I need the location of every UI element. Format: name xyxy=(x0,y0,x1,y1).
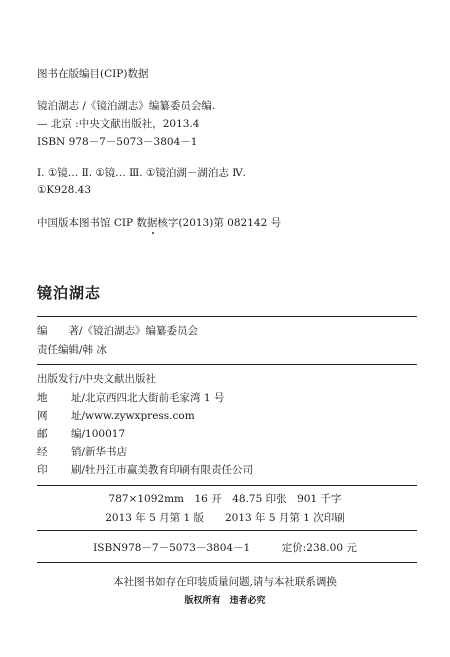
distributor-line xyxy=(37,446,127,458)
rights-notice: 版权所有 违者必究 xyxy=(184,596,266,606)
book-title: 镜泊湖志 xyxy=(37,284,102,302)
website-line xyxy=(37,410,195,422)
website-label: 网 xyxy=(37,410,48,422)
address-value: 址/北京西四北大街前毛家湾 1 号 xyxy=(71,392,225,404)
print-speck xyxy=(152,232,154,234)
postcode-line xyxy=(37,428,125,440)
divider-specs-bottom xyxy=(37,562,417,563)
isbn-price: ISBN978－7－5073－3804－1 定价:238.00 元 xyxy=(93,542,357,554)
divider-middle xyxy=(37,364,417,365)
cip-verification-line: 中国版本图书馆 CIP 数据核字(2013)第 082142 号 xyxy=(37,217,282,229)
cip-heading: 图书在版编目(CIP)数据 xyxy=(37,68,149,80)
editor-line: 编 著/《镜泊湖志》编纂委员会 xyxy=(37,325,199,337)
distributor-value: 销/新华书店 xyxy=(71,446,128,458)
address-label: 地 xyxy=(37,392,48,404)
website-value: 址/www.zywxpress.com xyxy=(71,410,195,422)
publisher-line: 出版发行/中央文献出版社 xyxy=(37,373,157,385)
edition-info: 2013 年 5 月第 1 版 2013 年 5 月第 1 次印刷 xyxy=(105,512,345,524)
address-line xyxy=(37,392,224,404)
postcode-label: 邮 xyxy=(37,428,48,440)
printer-label: 印 xyxy=(37,464,48,476)
format-specs: 787×1092mm 16 开 48.75 印张 901 千字 xyxy=(108,493,342,505)
cip-classification-line: ①K928.43 xyxy=(37,184,91,196)
distributor-label: 经 xyxy=(37,446,48,458)
cip-title-line: 镜泊湖志 /《镜泊湖志》编纂委员会编. xyxy=(37,100,216,112)
printer-value: 刷/牡丹江市赢美教育印刷有限责任公司 xyxy=(71,464,254,476)
cip-subject-line: Ⅰ. ①镜… Ⅱ. ①镜… Ⅲ. ①镜泊湖－湖泊志 Ⅳ. xyxy=(37,167,247,179)
postcode-value: 编/100017 xyxy=(71,428,126,440)
quality-notice: 本社图书如存在印装质量问题,请与本社联系调换 xyxy=(113,576,337,588)
divider-specs-top xyxy=(37,485,417,486)
divider-specs-middle xyxy=(37,530,417,531)
cip-publisher-line: — 北京 :中央文献出版社，2013.4 xyxy=(37,118,200,130)
divider-top xyxy=(37,316,417,317)
cip-isbn-line: ISBN 978－7－5073－3804－1 xyxy=(37,136,198,148)
printer-line xyxy=(37,464,253,476)
responsible-editor-line: 责任编辑/韩 冰 xyxy=(37,344,107,356)
